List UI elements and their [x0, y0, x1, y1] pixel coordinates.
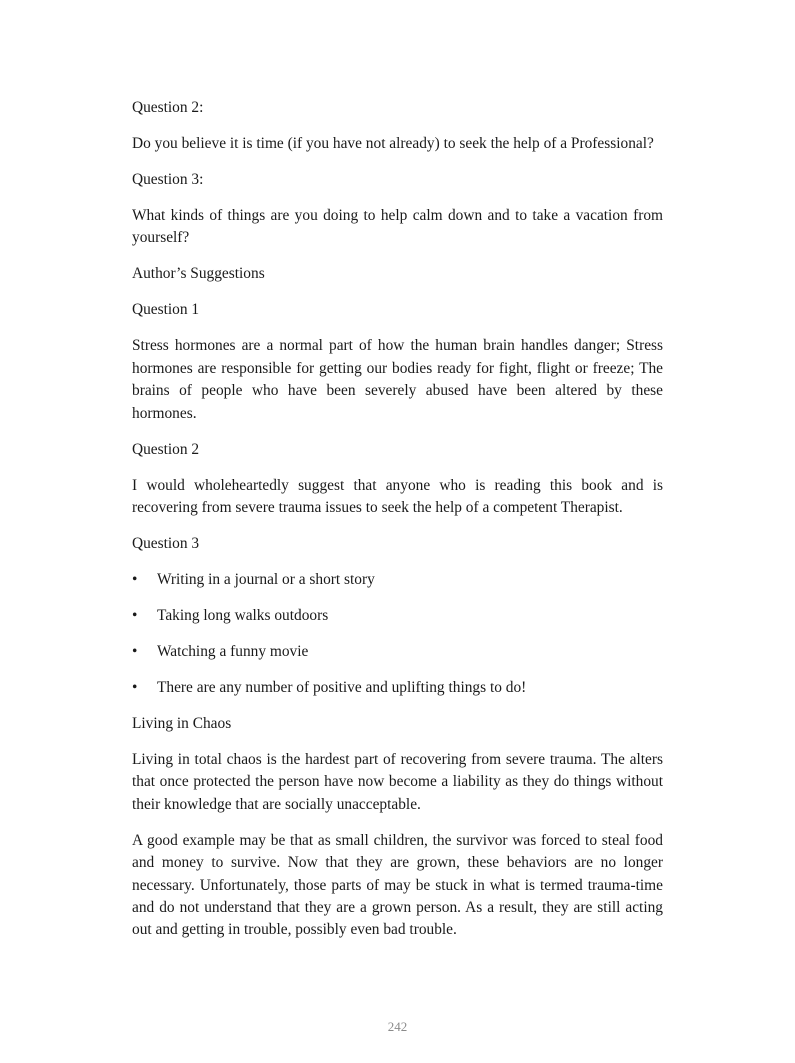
list-item — [132, 677, 663, 699]
living-in-chaos-paragraph-1: Living in total chaos is the hardest part of recovering from severe trauma. The alters that once protected the person have now become a liability as they do things without their knowledge that are socially unacceptable. — [132, 751, 663, 813]
bullet-icon: • — [132, 679, 138, 697]
living-in-chaos-paragraph-2: A good example may be that as small children, the survivor was forced to steal food and money to survive. Now that they are grown, these behaviors are no longer necessary. Unfortunately, those parts of may be stuck in what is termed trauma-time and do not understand that they are a grown person. As a result, they are still acting out and getting in trouble, possibly even bad trouble. — [132, 831, 663, 939]
suggestion-list — [132, 569, 663, 699]
answer-2-heading: Question 2 — [132, 440, 200, 458]
bullet-icon: • — [132, 643, 138, 661]
question-2-heading: Question 2: — [132, 99, 204, 116]
list-item — [132, 569, 663, 591]
list-item-text: Watching a funny movie — [157, 643, 309, 661]
list-item — [132, 605, 663, 627]
page-number: 242 — [387, 1019, 408, 1034]
question-3-heading: Question 3: — [132, 171, 204, 188]
list-item-text: Writing in a journal or a short story — [157, 571, 375, 589]
authors-suggestions-heading: Author’s Suggestions — [132, 265, 265, 283]
answer-2-text: I would wholeheartedly suggest that anyone who is reading this book and is recovering from severe trauma issues to seek the help of a competent Therapist. — [132, 476, 663, 517]
list-item — [132, 641, 663, 663]
bullet-icon: • — [132, 571, 138, 589]
answer-3-heading: Question 3 — [132, 535, 200, 553]
list-item-text: Taking long walks outdoors — [157, 607, 329, 625]
list-item-text: There are any number of positive and uplifting things to do! — [157, 679, 527, 697]
page-body — [132, 97, 663, 955]
bullet-icon: • — [132, 607, 138, 625]
question-3-text: What kinds of things are you doing to help calm down and to take a vacation from yourself? — [132, 207, 663, 247]
question-2-text: Do you believe it is time (if you have not already) to seek the help of a Professional? — [132, 135, 654, 152]
answer-1-text: Stress hormones are a normal part of how the human brain handles danger; Stress hormones are responsible for getting our bodies ready for fight, flight or freeze; The brains of people who have been severely abused have been altered by these hormones. — [132, 337, 663, 422]
answer-1-heading: Question 1 — [132, 301, 200, 319]
living-in-chaos-heading: Living in Chaos — [132, 715, 232, 733]
